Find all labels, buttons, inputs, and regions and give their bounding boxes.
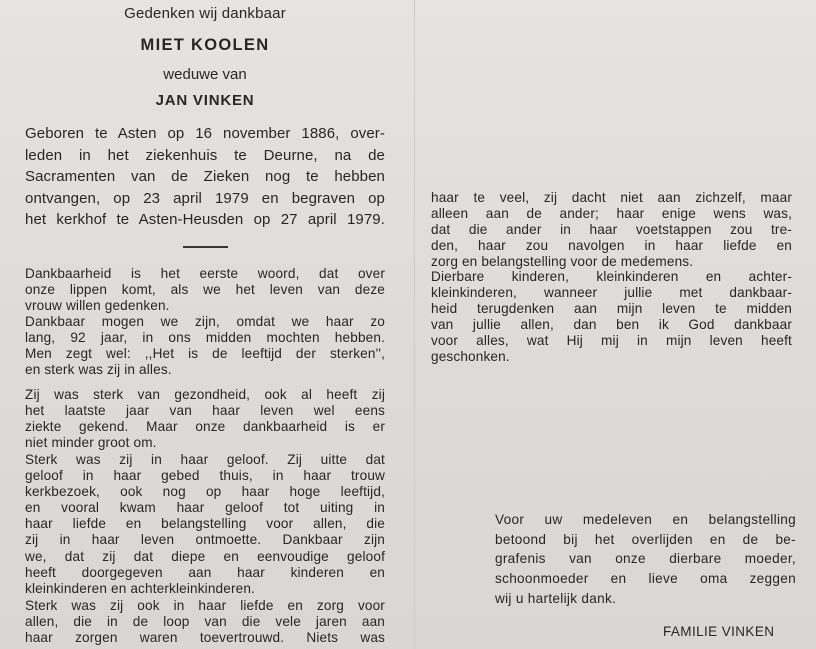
text-line: we, dat zij dat diepe en eenvoudige geloof xyxy=(25,548,385,564)
thanks-paragraph xyxy=(495,510,796,609)
text-line: zorg en belangstelling voor de medemens. xyxy=(431,254,694,270)
text-line: allen, die in de loop van die vele jaren aan xyxy=(25,614,385,630)
bio-line: leden in het ziekenhuis te Deurne, na de xyxy=(25,146,385,164)
text-line: kerkbezoek, ook nog op haar hoge leeftijd, xyxy=(25,484,385,500)
age-paragraph xyxy=(25,314,385,378)
text-line: het laatste jaar van haar leven wel eens xyxy=(25,403,385,419)
text-line: Dankbaar mogen we zijn, omdat we haar zo xyxy=(25,314,385,329)
text-line: Voor uw medeleven en belangstelling xyxy=(495,512,796,527)
text-line: Sterk was zij ook in haar liefde en zorg voor xyxy=(25,598,385,613)
faith-paragraph xyxy=(25,452,385,597)
text-line: heid terugdenken aan mijn leven te midden xyxy=(431,301,792,317)
text-line: alleen aan de ander; haar enige wens was, xyxy=(431,206,792,222)
text-line: onze lippen komt, als we het leven van deze xyxy=(25,282,385,298)
text-line: den, haar zou navolgen in haar liefde en xyxy=(431,238,792,254)
love-paragraph xyxy=(25,598,385,646)
farewell-paragraph xyxy=(431,269,792,366)
bio-line: Sacramenten van de Zieken nog te hebben xyxy=(25,168,385,185)
text-line: zij in haar leven ontmoette. Dankbaar zijn xyxy=(25,532,385,548)
text-line: Men zegt wel: ,,Het is de leeftijd der sterken'', xyxy=(25,346,385,362)
text-line: grafenis van onze dierbare moeder, xyxy=(495,551,796,567)
text-line: dat die ander in haar voetstappen zou tre- xyxy=(431,222,792,238)
family-signature: FAMILIE VINKEN xyxy=(663,624,775,639)
text-line: en sterk was zij in alles. xyxy=(25,362,172,378)
text-line: voor alles, wat Hij mij in mijn leven heeft xyxy=(431,333,792,349)
text-line: haar zorgen waren toevertrouwd. Niets was xyxy=(25,630,385,646)
health-paragraph xyxy=(25,387,385,451)
text-line: kleinkinderen en achterkleinkinderen. xyxy=(25,580,255,596)
text-line: vrouw willen gedenken. xyxy=(25,298,170,314)
intro-heading: Gedenken wij dankbaar xyxy=(124,5,286,22)
text-line: en vooral kwam haar geloof tot uiting in xyxy=(25,500,385,516)
text-line: niet minder groot om. xyxy=(25,435,157,451)
widow-of-label: weduwe van xyxy=(163,66,247,83)
text-line: betoond bij het overlijden en de be- xyxy=(495,531,796,547)
text-line: wij u hartelijk dank. xyxy=(495,590,617,606)
text-line: Dierbare kinderen, kleinkinderen en achter- xyxy=(431,269,792,284)
text-line: haar liefde en belangstelling voor allen, die xyxy=(25,516,385,532)
text-line: geschonken. xyxy=(431,349,510,365)
text-line: lang, 92 jaar, in ons midden mochten hebben. xyxy=(25,330,385,346)
husband-name: JAN VINKEN xyxy=(155,92,255,109)
text-line: geloof in haar gebed thuis, in haar trouw xyxy=(25,468,385,484)
gratitude-paragraph xyxy=(25,266,385,314)
text-line: schoonmoeder en lieve oma zeggen xyxy=(495,571,796,587)
bio-paragraph xyxy=(25,123,385,231)
text-line: heeft doorgegeven aan haar kinderen en xyxy=(25,564,385,580)
bio-line: het kerkhof te Asten-Heusden op 27 april 1979. xyxy=(25,211,385,228)
page-fold-divider xyxy=(414,0,415,649)
text-line: Dankbaarheid is het eerste woord, dat over xyxy=(25,266,385,281)
bio-line: Geboren te Asten op 16 november 1886, over- xyxy=(25,125,385,142)
deceased-name: MIET KOOLEN xyxy=(140,36,270,54)
text-line: Zij was sterk van gezondheid, ook al heeft zij xyxy=(25,387,385,402)
bio-line: ontvangen, op 23 april 1979 en begraven op xyxy=(25,189,385,207)
text-line: haar te veel, zij dacht niet aan zichzelf, maar xyxy=(431,190,792,205)
text-line: Sterk was zij in haar geloof. Zij uitte dat xyxy=(25,452,385,467)
section-divider xyxy=(183,246,228,248)
love-paragraph-continued xyxy=(431,190,792,270)
text-line: kleinkinderen, wanneer jullie met dankbaar- xyxy=(431,285,792,301)
text-line: van jullie allen, dan ben ik God dankbaar xyxy=(431,317,792,333)
text-line: ziekte gekend. Maar onze dankbaarheid is er xyxy=(25,419,385,435)
